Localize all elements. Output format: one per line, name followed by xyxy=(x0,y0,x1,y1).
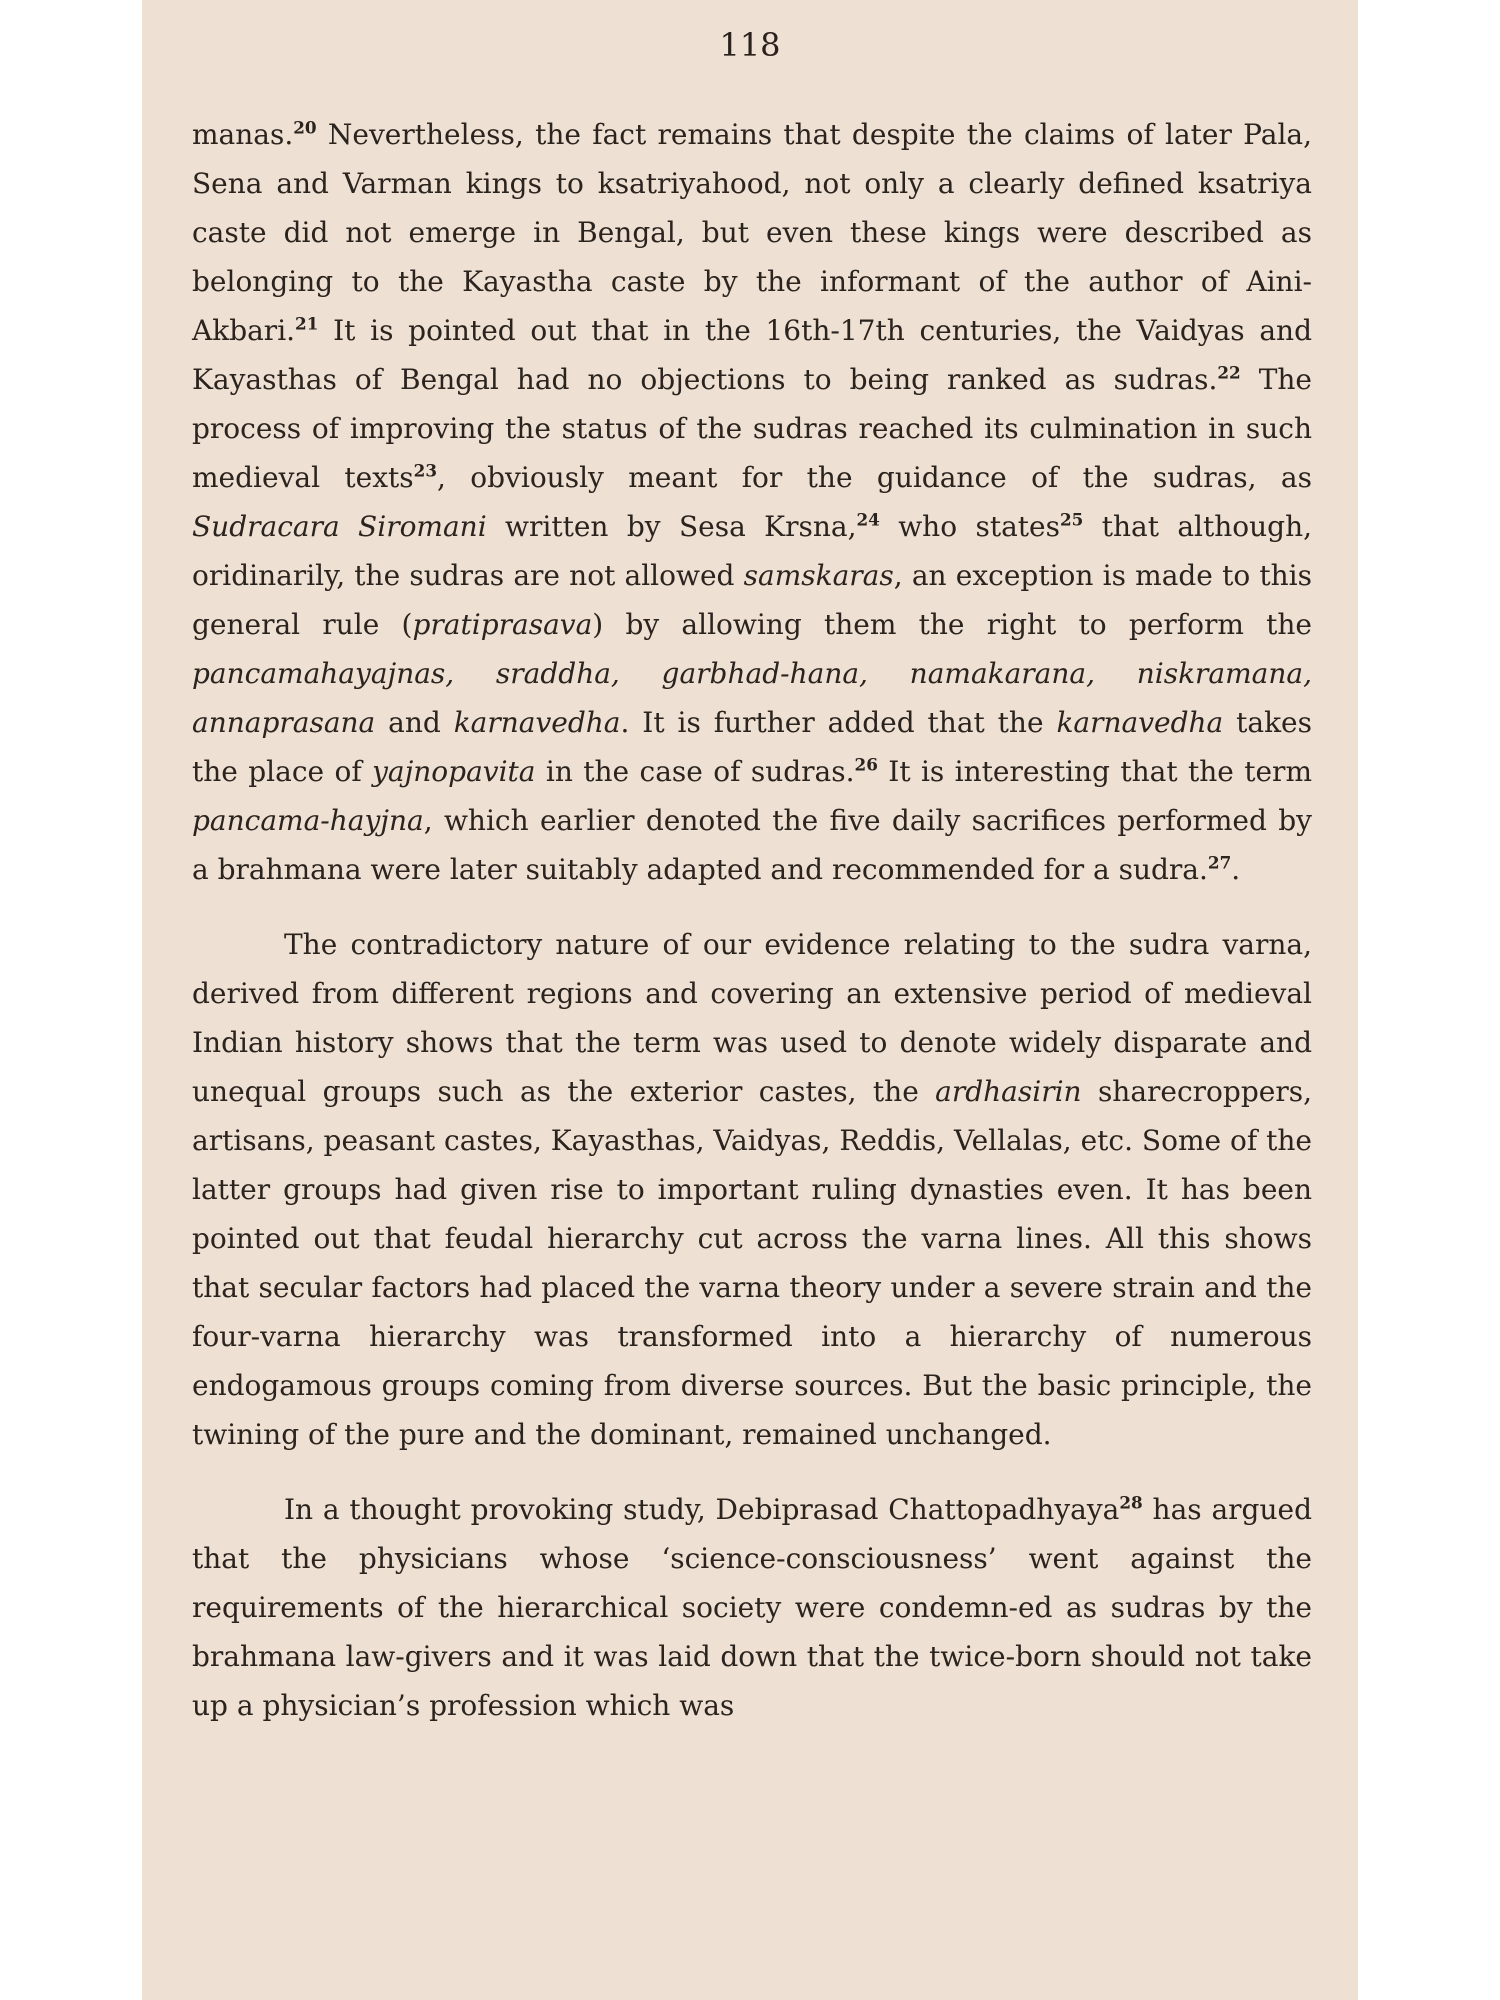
text-run: that although, oridinarily, the sudras are not allowed xyxy=(192,510,1313,592)
text-run: has argued that the physicians whose ‘science-consciousness’ went against the requirements of the hierarchical society were condemn-ed as sudras by the brahmana law-givers and it was laid down that the twice-born should not take up a physician’s profession which was xyxy=(192,1493,1312,1722)
text-run: , obviously meant for the guidance of the sudras, as xyxy=(437,461,1312,494)
text-run: written by Sesa Krsna, xyxy=(486,510,857,543)
text-run: ) by allowing them the right to perform the xyxy=(592,608,1312,641)
paragraph-1 xyxy=(192,110,1312,894)
page-number: 118 xyxy=(719,26,781,64)
italic-term: karnavedha xyxy=(1056,706,1224,739)
italic-term: pancamahayajnas, sraddha, garbhad-hana, namakarana, niskramana, annaprasana xyxy=(192,657,1312,739)
italic-term: ardhasirin xyxy=(935,1075,1082,1108)
footnote-marker: 26 xyxy=(854,754,878,775)
italic-term: Sudracara Siromani xyxy=(192,510,487,543)
paragraph-2 xyxy=(192,920,1312,1459)
text-run: in the case of sudras. xyxy=(535,755,855,788)
text-run: , an exception is made to this general rule ( xyxy=(192,559,1312,641)
footnote-marker: 22 xyxy=(1217,362,1241,383)
text-run: and xyxy=(375,706,454,739)
text-run: who states xyxy=(879,510,1060,543)
italic-term: karnavedha xyxy=(453,706,621,739)
italic-term: yajnopavita xyxy=(372,755,536,788)
footnote-marker: 20 xyxy=(293,117,317,138)
text-run: . It is further added that the xyxy=(620,706,1057,739)
paragraph-3 xyxy=(192,1485,1312,1730)
book-page xyxy=(142,0,1358,2000)
footnote-marker: 28 xyxy=(1119,1492,1143,1513)
text-run: Nevertheless, the fact remains that despite the claims of later Pala, Sena and Varman kings to ksatriyahood, not only a clearly defined ksatriya caste did not emerge in Bengal, but even these kings were described as belonging to the Kayastha caste by the informant of the author of Aini-Akbari. xyxy=(192,118,1312,347)
italic-term: samskaras xyxy=(743,559,894,592)
italic-term: pratiprasava xyxy=(412,608,593,641)
footnote-marker: 23 xyxy=(413,460,437,481)
text-run: takes the place of xyxy=(192,706,1312,788)
text-run: It is interesting that the term xyxy=(877,755,1312,788)
text-run: It is pointed out that in the 16th-17th centuries, the Vaidyas and Kayasthas of Bengal had no objections to being ranked as sudras. xyxy=(192,314,1312,396)
text-run: . xyxy=(1231,853,1241,886)
footnote-marker: 27 xyxy=(1207,852,1232,873)
text-run: , which earlier denoted the five daily sacrifices performed by a brahmana were later suitably adapted and recommended for a sudra. xyxy=(192,804,1312,886)
footnote-marker: 24 xyxy=(856,509,880,530)
text-run: The process of improving the status of the sudras reached its culmination in such medieval texts xyxy=(192,363,1312,494)
text-run: In a thought provoking study, Debiprasad Chattopadhyaya xyxy=(284,1493,1120,1526)
text-run: manas. xyxy=(192,118,294,151)
footnote-marker: 21 xyxy=(295,313,319,334)
italic-term: pancama-hayjna xyxy=(192,804,424,837)
text-run: The contradictory nature of our evidence relating to the sudra varna, derived from different regions and covering an extensive period of medieval Indian history shows that the term was used to denote widely disparate and unequal groups such as the exterior castes, the xyxy=(192,928,1312,1108)
text-run: sharecroppers, artisans, peasant castes, Kayasthas, Vaidyas, Reddis, Vellalas, etc. Some of the latter groups had given rise to important ruling dynasties even. It has been pointed out that feudal hierarchy cut across the varna lines. All this shows that secular factors had placed the varna theory under a severe strain and the four-varna hierarchy was transformed into a hierarchy of numerous endogamous groups coming from diverse sources. But the basic principle, the twining of the pure and the dominant, remained unchanged. xyxy=(192,1075,1312,1451)
body-text xyxy=(192,110,1312,1730)
footnote-marker: 25 xyxy=(1059,509,1084,530)
